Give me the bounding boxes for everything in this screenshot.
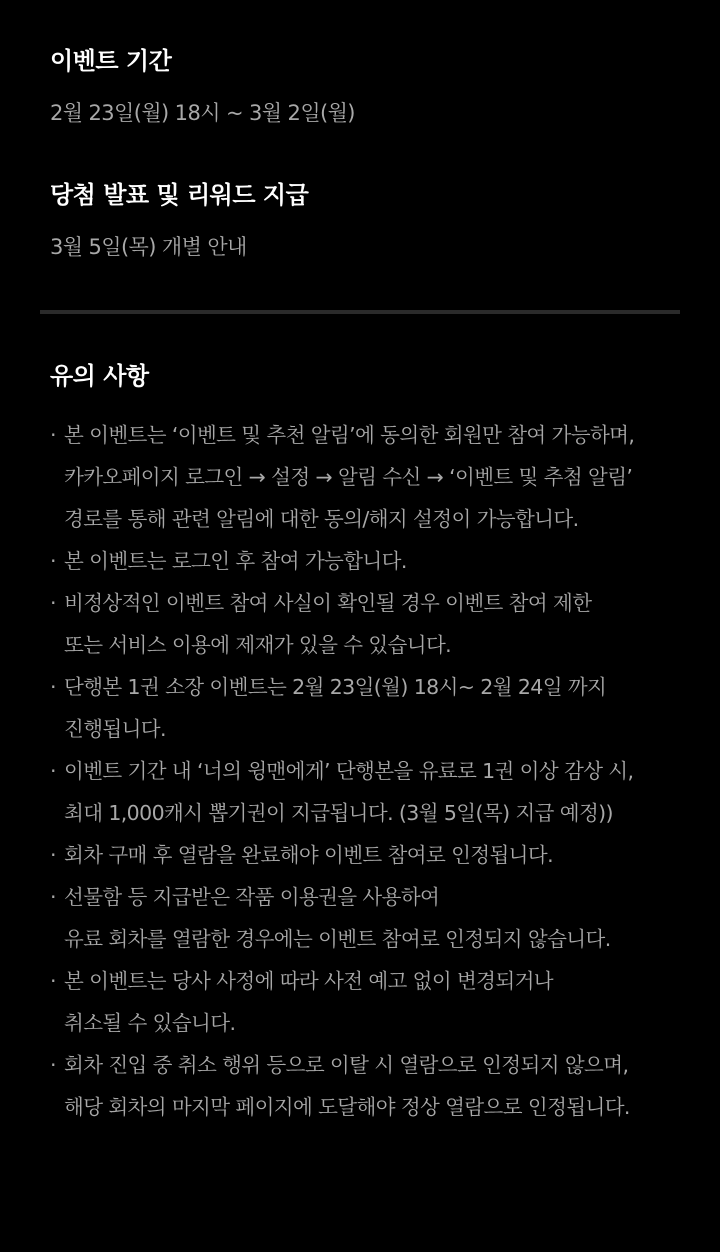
notice-item [50,540,690,582]
notice-item [50,834,690,876]
event-period-value: 2월 23일(월) 18시 ~ 3월 2일(월) [50,101,355,125]
bullet-dot: · [50,423,56,447]
announcement-title: 당첨 발표 및 리워드 지급 [50,181,309,209]
bullet-dot: · [50,591,56,615]
notice-item [50,666,690,750]
notice-item [50,582,690,666]
notice-item-line: 해당 회차의 마지막 페이지에 도달해야 정상 열람으로 인정됩니다. [64,1095,630,1119]
notice-list [50,414,690,1128]
bullet-dot: · [50,675,56,699]
event-period-title: 이벤트 기간 [50,47,172,75]
notice-item [50,876,690,960]
bullet-dot: · [50,843,56,867]
bullet-dot: · [50,969,56,993]
section-divider [40,310,680,314]
bullet-dot: · [50,759,56,783]
event-period-section [50,45,355,128]
notice-item-line: 경로를 통해 관련 알림에 대한 동의/해지 설정이 가능합니다. [64,507,579,531]
announcement-section [50,179,308,262]
announcement-value: 3월 5일(목) 개별 안내 [50,235,247,259]
notice-item-line: 본 이벤트는 당사 사정에 따라 사전 예고 없이 변경되거나 [64,969,553,993]
notice-item-line: 선물함 등 지급받은 작품 이용권을 사용하여 [64,885,440,909]
notice-item-line: 본 이벤트는 ‘이벤트 및 추천 알림’에 동의한 회원만 참여 가능하며, [64,423,635,447]
notice-item-line: 또는 서비스 이용에 제재가 있을 수 있습니다. [64,633,452,657]
notice-item-line: 단행본 1권 소장 이벤트는 2월 23일(월) 18시~ 2월 24일 까지 [64,675,607,699]
notice-item-line: 진행됩니다. [64,717,166,741]
notice-item-line: 이벤트 기간 내 ‘너의 윙맨에게’ 단행본을 유료로 1권 이상 감상 시, [64,759,634,783]
bullet-dot: · [50,1053,56,1077]
notice-item [50,414,690,540]
bullet-dot: · [50,549,56,573]
notice-title: 유의 사항 [50,362,149,390]
notice-item-line: 카카오페이지 로그인 → 설정 → 알림 수신 → ‘이벤트 및 추첨 알림’ [64,465,633,489]
notice-item-line: 회차 진입 중 취소 행위 등으로 이탈 시 열람으로 인정되지 않으며, [64,1053,629,1077]
notice-item [50,750,690,834]
notice-section [50,360,690,1128]
notice-item-line: 본 이벤트는 로그인 후 참여 가능합니다. [64,549,407,573]
notice-item-line: 회차 구매 후 열람을 완료해야 이벤트 참여로 인정됩니다. [64,843,553,867]
notice-item-line: 유료 회차를 열람한 경우에는 이벤트 참여로 인정되지 않습니다. [64,927,611,951]
notice-item-line: 취소될 수 있습니다. [64,1011,236,1035]
bullet-dot: · [50,885,56,909]
notice-item [50,1044,690,1128]
notice-item-line: 비정상적인 이벤트 참여 사실이 확인될 경우 이벤트 참여 제한 [64,591,592,615]
notice-item-line: 최대 1,000캐시 뽑기권이 지급됩니다. (3월 5일(목) 지급 예정)) [64,801,613,825]
notice-item [50,960,690,1044]
